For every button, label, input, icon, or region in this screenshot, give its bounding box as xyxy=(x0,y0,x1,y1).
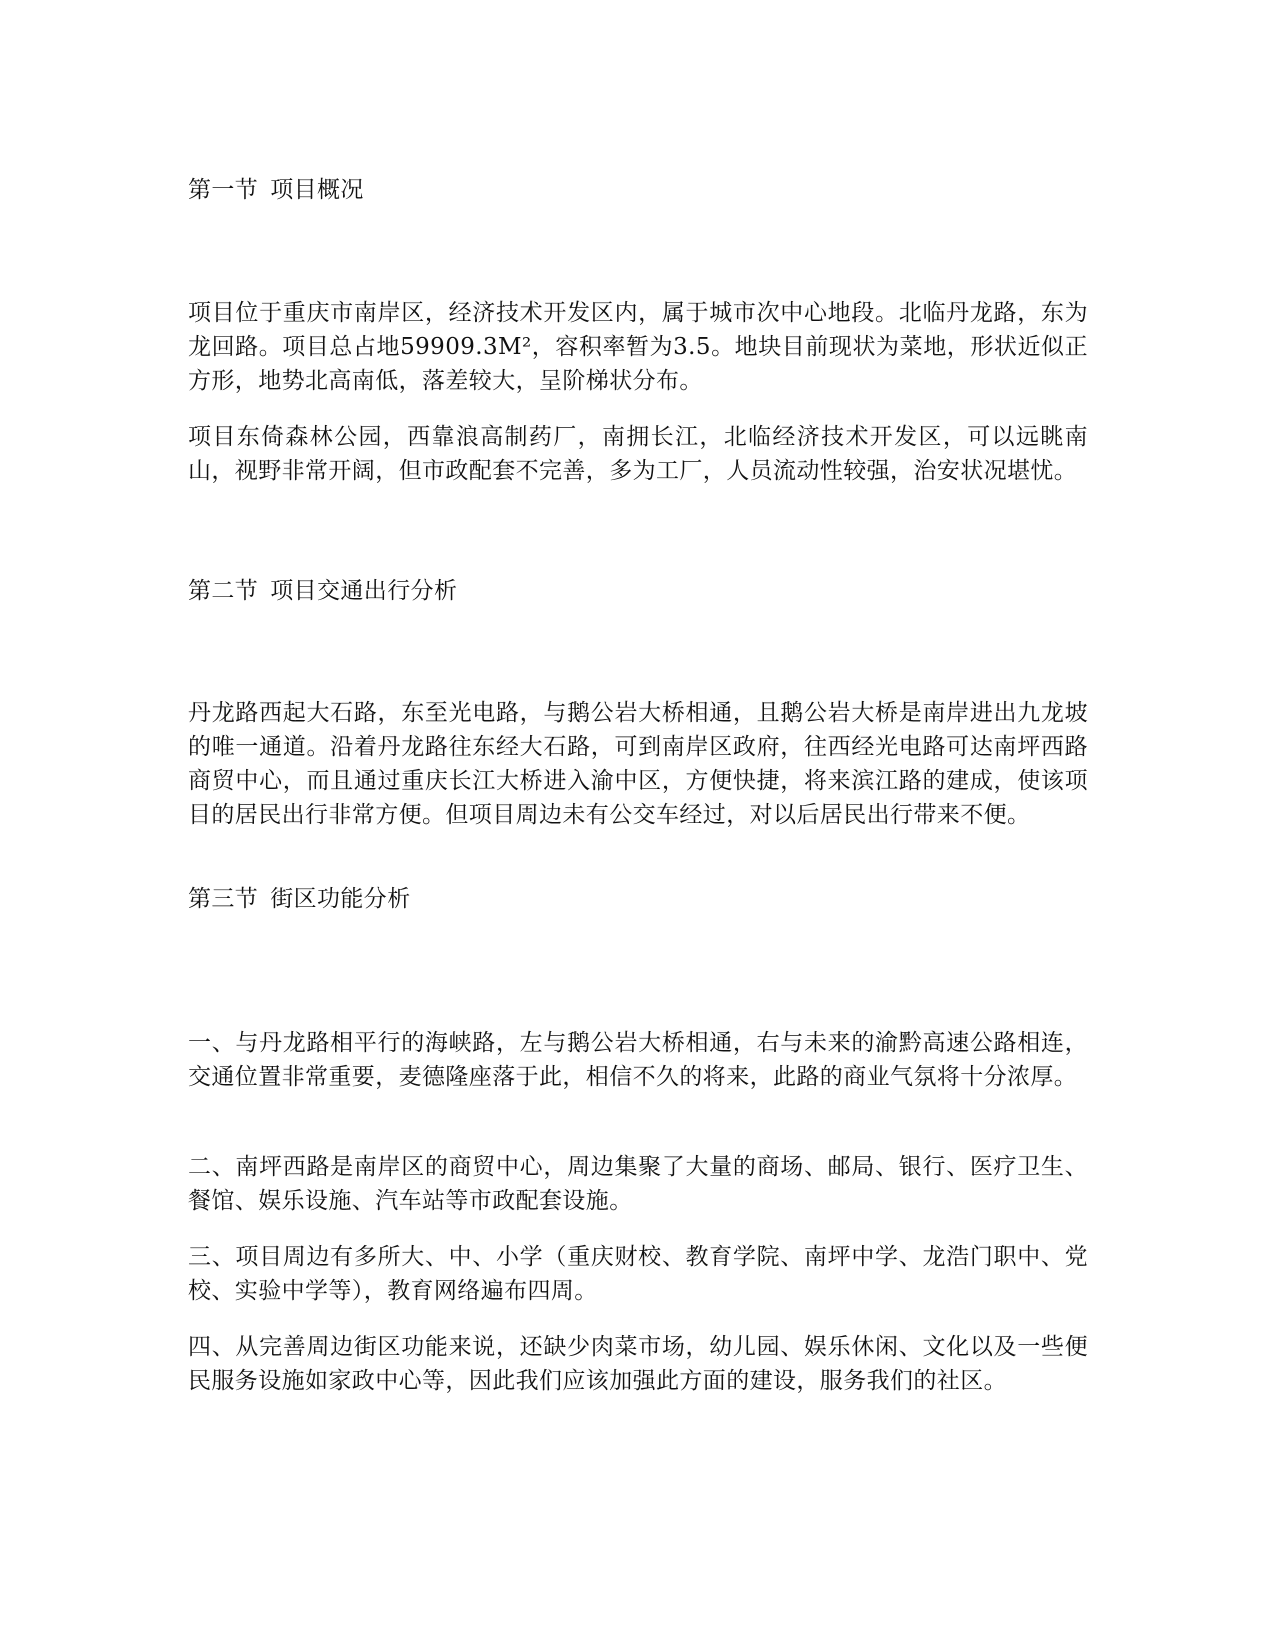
section-3-paragraph-2: 二、南坪西路是南岸区的商贸中心，周边集聚了大量的商场、邮局、银行、医疗卫生、餐馆、娱乐设施、汽车站等市政配套设施。 xyxy=(188,1154,1088,1214)
section-1-title: 项目概况 xyxy=(270,177,364,203)
section-2-title: 项目交通出行分析 xyxy=(270,578,458,604)
section-3-heading xyxy=(188,882,411,916)
section-3-number: 第三节 xyxy=(188,886,259,912)
section-1-paragraph-1: 项目位于重庆市南岸区，经济技术开发区内，属于城市次中心地段。北临丹龙路，东为龙回路。项目总占地59909.3M²，容积率暂为3.5。地块目前现状为菜地，形状近似正方形，地势北高南低，落差较大，呈阶梯状分布。 xyxy=(188,300,1088,394)
section-3-paragraph-1: 一、与丹龙路相平行的海峡路，左与鹅公岩大桥相通，右与未来的渝黔高速公路相连，交通位置非常重要，麦德隆座落于此，相信不久的将来，此路的商业气氛将十分浓厚。 xyxy=(188,1030,1088,1090)
section-2-heading xyxy=(188,574,457,608)
section-3-paragraph-4: 四、从完善周边街区功能来说，还缺少肉菜市场，幼儿园、娱乐休闲、文化以及一些便民服务设施如家政中心等，因此我们应该加强此方面的建设，服务我们的社区。 xyxy=(188,1334,1088,1394)
section-3-title: 街区功能分析 xyxy=(270,886,411,912)
section-1-number: 第一节 xyxy=(188,177,259,203)
section-2-number: 第二节 xyxy=(188,578,259,604)
section-3-paragraph-3: 三、项目周边有多所大、中、小学（重庆财校、教育学院、南坪中学、龙浩门职中、党校、实验中学等），教育网络遍布四周。 xyxy=(188,1244,1088,1304)
section-1-paragraph-2: 项目东倚森林公园，西靠浪高制药厂，南拥长江，北临经济技术开发区，可以远眺南山，视野非常开阔，但市政配套不完善，多为工厂，人员流动性较强，治安状况堪忧。 xyxy=(188,424,1088,484)
section-2-paragraph-1: 丹龙路西起大石路，东至光电路，与鹅公岩大桥相通，且鹅公岩大桥是南岸进出九龙坡的唯一通道。沿着丹龙路往东经大石路，可到南岸区政府，往西经光电路可达南坪西路商贸中心，而且通过重庆长江大桥进入渝中区，方便快捷，将来滨江路的建成，使该项目的居民出行非常方便。但项目周边未有公交车经过，对以后居民出行带来不便。 xyxy=(188,700,1088,828)
section-1-heading xyxy=(188,173,364,207)
